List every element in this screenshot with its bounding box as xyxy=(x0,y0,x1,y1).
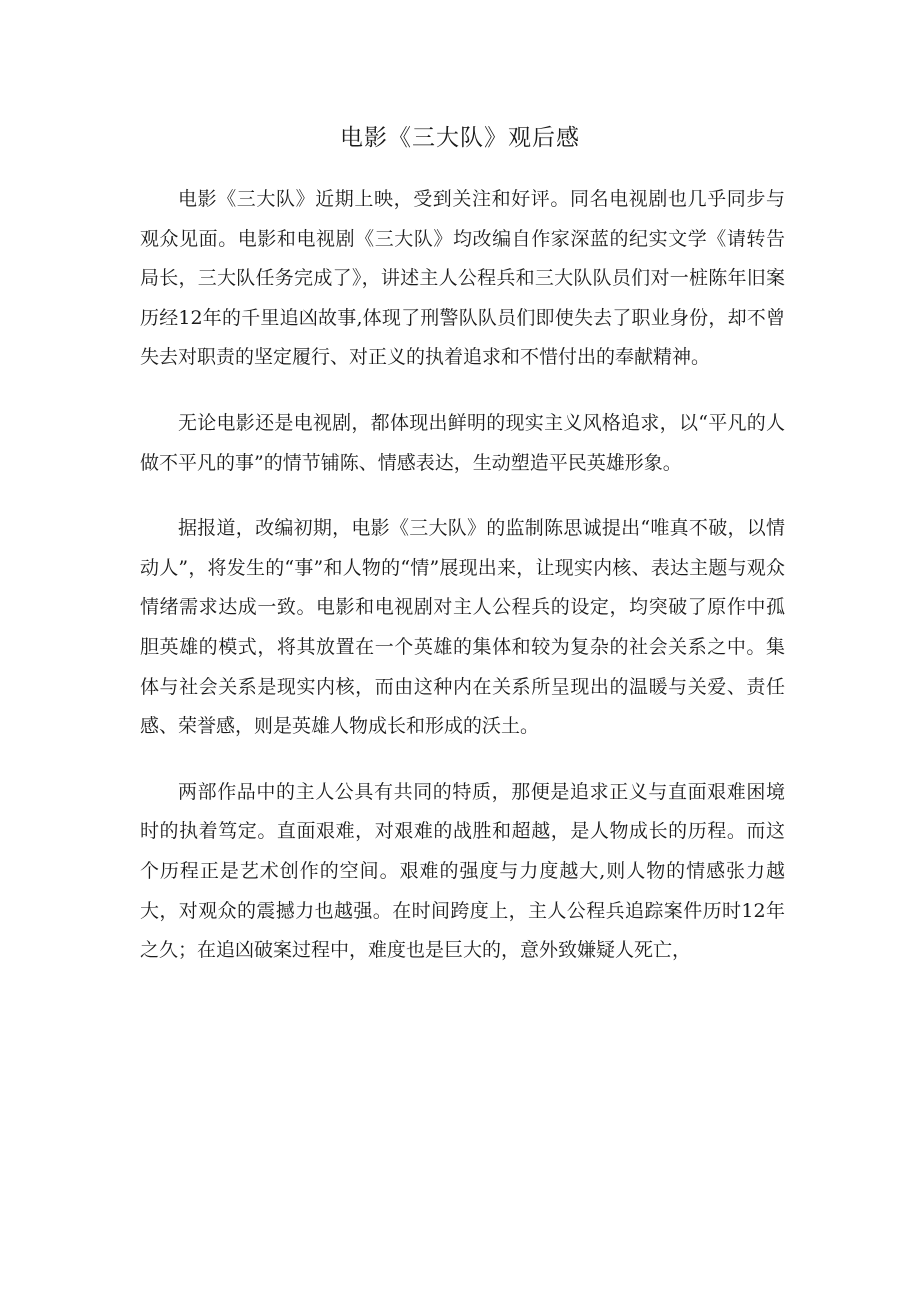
paragraph-4: 两部作品中的主人公具有共同的特质，那便是追求正义与直面艰难困境时的执着笃定。直面艰难，对艰难的战胜和超越，是人物成长的历程。而这个历程正是艺术创作的空间。艰难的强度与力度越大,则人物的情感张力越大，对观众的震撼力也越强。在时间跨度上，主人公程兵追踪案件历时12年之久；在追凶破案过程中，难度也是巨大的，意外致嫌疑人死亡， xyxy=(140,780,785,962)
paragraph-1: 电影《三大队》近期上映，受到关注和好评。同名电视剧也几乎同步与观众见面。电影和电视剧《三大队》均改编自作家深蓝的纪实文学《请转告局长，三大队任务完成了》，讲述主人公程兵和三大队队员们对一桩陈年旧案历经12年的千里追凶故事,体现了刑警队队员们即使失去了职业身份，却不曾失去对职责的坚定履行、对正义的执着追求和不惜付出的奉献精神。 xyxy=(140,188,785,369)
document-body xyxy=(140,180,785,997)
paragraph-2: 无论电影还是电视剧，都体现出鲜明的现实主义风格追求，以“平凡的人做不平凡的事”的情节铺陈、情感表达，生动塑造平民英雄形象。 xyxy=(140,411,785,474)
document-title: 电影《三大队》观后感 xyxy=(340,125,580,151)
paragraph-3: 据报道，改编初期，电影《三大队》的监制陈思诚提出“唯真不破，以情动人”，将发生的“事”和人物的“情”展现出来，让现实内核、表达主题与观众情绪需求达成一致。电影和电视剧对主人公程兵的设定，均突破了原作中孤胆英雄的模式，将其放置在一个英雄的集体和较为复杂的社会关系之中。集体与社会关系是现实内核，而由这种内在关系所呈现出的温暖与关爱、责任感、荣誉感，则是英雄人物成长和形成的沃土。 xyxy=(140,517,785,738)
